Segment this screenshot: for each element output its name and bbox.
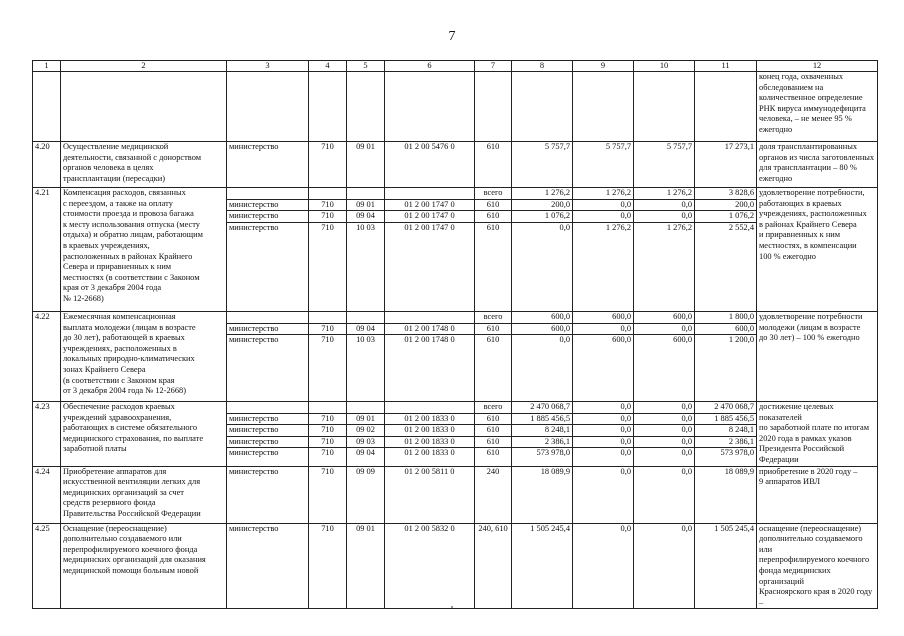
expense-type-value: 610 [486,222,500,232]
expense-type-cell [475,523,512,609]
year-2020-cell [512,312,573,402]
ministry-value [227,402,308,414]
target-article-value [385,188,474,200]
year-2020-cell [512,72,573,142]
row-number: 4.25 [33,523,61,609]
total-cell [695,402,757,467]
grbs-code-cell [309,523,347,609]
target-article-cell [385,188,475,312]
section-code-value: 09 09 [356,466,375,476]
year-2022-value: 0,0 [681,448,692,458]
year-2021-value: 0,0 [620,523,631,533]
year-2020-cell [512,188,573,312]
target-article-value: 01 2 00 1747 0 [385,200,474,212]
expense-type-value: 610 [475,414,511,426]
year-2022-value: 0,0 [634,200,694,212]
grbs-code-value: 710 [321,335,334,345]
year-2021-cell [573,523,634,609]
total-value: 3 828,6 [695,188,756,200]
grbs-code-value [309,402,346,414]
expected-result: доля трансплантированных органов из числа заготовленных для трансплантации – 80 % ежегодно [757,142,878,188]
section-code-value: 09 01 [356,523,375,533]
year-2021-value: 0,0 [573,425,633,437]
activity-description: Компенсация расходов, связанных с переездом, а также на оплату стоимости проезда и провоза багажа к месту использования отпуска (месту отдыха) и обратно лицам, работающим в краевых учреждениях, расположенных в районах Крайнего Севера и приравненных к ним местностях (в соответствии с Законом края от 3 декабря 2004 года № 12-2668) [61,188,227,312]
grbs-code-value: 710 [321,466,334,476]
year-2022-cell [634,312,695,402]
total-value: 1 200,0 [728,335,754,345]
section-code-cell [347,312,385,402]
year-2022-value: 600,0 [673,335,692,345]
column-number-3: 3 [227,61,309,72]
ministry-value: министерство [229,222,279,232]
year-2021-cell [573,466,634,523]
ministry-cell [227,523,309,609]
column-number-1: 1 [33,61,61,72]
grbs-code-value: 710 [309,425,346,437]
section-code-cell [347,466,385,523]
grbs-code-cell [309,142,347,188]
total-value: 1 076,2 [695,211,756,223]
expense-type-value: 610 [486,335,500,345]
ministry-cell [227,142,309,188]
grbs-code-value: 710 [309,200,346,212]
ministry-cell [227,188,309,312]
ministry-cell [227,312,309,402]
target-article-value: 01 2 00 5811 0 [404,466,455,476]
year-2022-cell [634,523,695,609]
activity-description: Ежемесячная компенсационная выплата молодежи (лицам в возрасте до 30 лет), работающей в краевых учреждениях, расположенных в локальных природно-климатических зонах Крайнего Севера (в соответствии с Законом края от 3 декабря 2004 года № 12-2668) [61,312,227,402]
target-article-value: 01 2 00 1833 0 [385,414,474,426]
total-value: 1 800,0 [695,312,756,324]
year-2021-cell [573,72,634,142]
table-row [33,72,878,142]
expense-type-cell [475,188,512,312]
grbs-code-value [309,312,346,324]
ministry-value: министерство [227,324,308,336]
total-value: 200,0 [695,200,756,212]
ministry-cell [227,402,309,467]
row-number: 4.20 [33,142,61,188]
ministry-cell [227,72,309,142]
grbs-code-value [309,188,346,200]
year-2021-value: 0,0 [573,414,633,426]
target-article-value: 01 2 00 5832 0 [404,523,455,533]
column-number-2: 2 [61,61,227,72]
column-number-7: 7 [475,61,512,72]
column-number-9: 9 [573,61,634,72]
total-cell [695,188,757,312]
table-row [33,142,878,188]
section-code-value: 09 01 [347,200,384,212]
year-2020-value: 200,0 [512,200,572,212]
ministry-value: министерство [227,414,308,426]
activity-description [61,72,227,142]
expense-type-cell [475,466,512,523]
year-2022-value: 0,0 [634,402,694,414]
section-code-value: 09 04 [347,324,384,336]
expense-type-value: всего [475,312,511,324]
year-2022-cell [634,466,695,523]
section-code-value: 09 01 [347,414,384,426]
column-number-8: 8 [512,61,573,72]
grbs-code-cell [309,188,347,312]
year-2020-value: 600,0 [512,312,572,324]
table-row [33,402,878,467]
year-2022-value: 0,0 [634,414,694,426]
expense-type-value: 610 [475,437,511,449]
section-code-cell [347,188,385,312]
expense-type-cell [475,72,512,142]
target-article-cell [385,72,475,142]
year-2022-value: 1 276,2 [666,222,692,232]
year-2022-value: 600,0 [634,312,694,324]
target-article-cell [385,312,475,402]
section-code-cell [347,402,385,467]
expense-type-value: всего [475,402,511,414]
section-code-value: 10 03 [356,222,375,232]
target-article-cell [385,142,475,188]
year-2020-cell [512,402,573,467]
ministry-value: министерство [229,335,279,345]
ministry-value: министерство [229,523,279,533]
ministry-value: министерство [227,211,308,223]
year-2020-value: 1 505 245,4 [530,523,570,533]
section-code-value: 09 04 [347,211,384,223]
program-activities-table [32,60,878,609]
year-2022-value: 0,0 [634,425,694,437]
target-article-value: 01 2 00 1833 0 [385,425,474,437]
year-2020-value: 18 089,9 [540,466,570,476]
target-article-value: 01 2 00 1833 0 [404,448,455,458]
section-code-value: 09 03 [347,437,384,449]
total-value: 1 885 456,5 [695,414,756,426]
column-number-11: 11 [695,61,757,72]
year-2021-value: 1 276,2 [573,188,633,200]
expense-type-cell [475,312,512,402]
total-cell [695,142,757,188]
row-number [33,72,61,142]
expense-type-value: всего [475,188,511,200]
table-row [33,466,878,523]
target-article-value [385,402,474,414]
year-2021-value: 0,0 [573,402,633,414]
ministry-value: министерство [229,448,279,458]
column-number-6: 6 [385,61,475,72]
year-2022-cell [634,142,695,188]
year-2022-cell [634,402,695,467]
expense-type-value: 610 [486,448,500,458]
year-2021-value: 0,0 [620,466,631,476]
column-number-12: 12 [757,61,878,72]
section-code-value: 10 03 [356,335,375,345]
expense-type-value: 610 [475,211,511,223]
year-2021-value: 0,0 [573,211,633,223]
year-2021-cell [573,312,634,402]
year-2020-value: 2 386,1 [512,437,572,449]
year-2022-cell [634,72,695,142]
year-2022-value: 0,0 [634,437,694,449]
total-value: 2 386,1 [695,437,756,449]
row-number: 4.24 [33,466,61,523]
year-2021-value: 600,0 [612,335,631,345]
total-value: 1 505 245,4 [714,523,754,533]
ministry-value: министерство [227,425,308,437]
target-article-value: 01 2 00 1747 0 [385,211,474,223]
year-2020-value: 5 757,7 [544,142,570,151]
section-code-cell [347,142,385,188]
year-2020-value: 1 276,2 [512,188,572,200]
grbs-code-value: 710 [309,324,346,336]
ministry-value: министерство [229,142,279,151]
target-article-value: 01 2 00 1748 0 [385,324,474,336]
total-value: 573 978,0 [720,448,754,458]
year-2020-cell [512,466,573,523]
year-2022-value: 1 276,2 [634,188,694,200]
expected-result: конец года, охваченных обследованием на количественное определение РНК вируса иммунодефицита человека, – не менее 95 % ежегодно [757,72,878,142]
grbs-code-cell [309,72,347,142]
table-row [33,523,878,609]
expense-type-value: 240 [486,466,500,476]
year-2020-value: 573 978,0 [536,448,570,458]
section-code-value: 09 01 [356,142,375,151]
year-2022-value: 0,0 [681,466,692,476]
total-value: 600,0 [695,324,756,336]
target-article-cell [385,402,475,467]
expense-type-cell [475,402,512,467]
year-2021-value: 5 757,7 [605,142,631,151]
section-code-cell [347,72,385,142]
column-number-4: 4 [309,61,347,72]
row-number: 4.23 [33,402,61,467]
year-2020-value: 1 885 456,5 [512,414,572,426]
grbs-code-value: 710 [309,437,346,449]
grbs-code-value: 710 [321,523,334,533]
expense-type-cell [475,142,512,188]
year-2021-value: 0,0 [620,448,631,458]
page-number: 7 [448,29,456,44]
section-code-value: 09 02 [347,425,384,437]
year-2021-value: 600,0 [573,312,633,324]
expected-result: оснащение (переоснащение) дополнительно создаваемого или перепрофилируемого коечного фонда медицинских организаций Красноярского края в 2020 году – [757,523,878,609]
column-number-5: 5 [347,61,385,72]
year-2021-value: 1 276,2 [605,222,631,232]
grbs-code-cell [309,466,347,523]
total-value: 2 552,4 [728,222,754,232]
total-cell [695,72,757,142]
year-2020-cell [512,523,573,609]
page-mark [451,606,453,608]
grbs-code-value: 710 [321,222,334,232]
year-2021-value: 0,0 [573,324,633,336]
section-code-cell [347,523,385,609]
section-code-value [347,312,384,324]
ministry-value: министерство [229,466,279,476]
target-article-value: 01 2 00 1748 0 [404,335,455,345]
year-2020-value: 0,0 [559,222,570,232]
total-cell [695,312,757,402]
year-2020-value: 600,0 [512,324,572,336]
expense-type-value: 240, 610 [478,523,508,533]
expense-type-value: 610 [475,324,511,336]
column-number-10: 10 [634,61,695,72]
section-code-value [347,402,384,414]
year-2021-cell [573,402,634,467]
activity-description: Осуществление медицинской деятельности, связанной с донорством органов человека в целях трансплантации (пересадки) [61,142,227,188]
target-article-value: 01 2 00 5476 0 [404,142,455,151]
year-2022-value: 0,0 [681,523,692,533]
table-row [33,312,878,402]
total-value: 8 248,1 [695,425,756,437]
ministry-cell [227,466,309,523]
year-2020-value: 2 470 068,7 [512,402,572,414]
ministry-value: министерство [227,200,308,212]
table-row [33,188,878,312]
year-2022-value: 5 757,7 [666,142,692,151]
target-article-cell [385,466,475,523]
column-number-row [33,61,878,72]
ministry-value [227,188,308,200]
total-value: 18 089,9 [724,466,754,476]
year-2022-value: 0,0 [634,324,694,336]
expected-result: удовлетворение потребности, работающих в краевых учреждениях, расположенных в районах Крайнего Севера и приравненных к ним местностях, в компенсации 100 % ежегодно [757,188,878,312]
year-2020-value: 1 076,2 [512,211,572,223]
row-number: 4.22 [33,312,61,402]
grbs-code-value: 710 [321,142,334,151]
ministry-value [227,312,308,324]
year-2020-value: 0,0 [559,335,570,345]
grbs-code-value: 710 [321,448,334,458]
activity-description: Приобретение аппаратов для искусственной вентиляции легких для медицинских организаций за счет средств резервного фонда Правительства Российской Федерации [61,466,227,523]
grbs-code-value: 710 [309,414,346,426]
ministry-value: министерство [227,437,308,449]
grbs-code-cell [309,402,347,467]
target-article-value: 01 2 00 1833 0 [385,437,474,449]
total-cell [695,466,757,523]
expense-type-value: 610 [475,200,511,212]
year-2020-value: 8 248,1 [512,425,572,437]
year-2021-cell [573,188,634,312]
section-code-value: 09 04 [356,448,375,458]
year-2022-cell [634,188,695,312]
section-code-value [347,188,384,200]
expected-result: приобретение в 2020 году – 9 аппаратов ИВЛ [757,466,878,523]
target-article-value: 01 2 00 1747 0 [404,222,455,232]
target-article-value [385,312,474,324]
row-number: 4.21 [33,188,61,312]
year-2022-value: 0,0 [634,211,694,223]
expense-type-value: 610 [486,142,500,151]
target-article-cell [385,523,475,609]
total-value: 17 273,1 [724,142,754,151]
year-2021-cell [573,142,634,188]
total-cell [695,523,757,609]
year-2021-value: 0,0 [573,437,633,449]
expense-type-value: 610 [475,425,511,437]
year-2020-cell [512,142,573,188]
total-value: 2 470 068,7 [695,402,756,414]
year-2021-value: 0,0 [573,200,633,212]
grbs-code-value: 710 [309,211,346,223]
activity-description: Обеспечение расходов краевых учреждений здравоохранения, работающих в системе обязательного медицинского страхования, по выплате заработной платы [61,402,227,467]
expected-result: удовлетворение потребности молодежи (лицам в возрасте до 30 лет) – 100 % ежегодно [757,312,878,402]
activity-description: Оснащение (переоснащение) дополнительно создаваемого или перепрофилируемого коечного фонда медицинских организаций для оказания медицинской помощи больным новой [61,523,227,609]
grbs-code-cell [309,312,347,402]
expected-result: достижение целевых показателей по заработной плате по итогам 2020 года в рамках указов Президента Российской Федерации [757,402,878,467]
